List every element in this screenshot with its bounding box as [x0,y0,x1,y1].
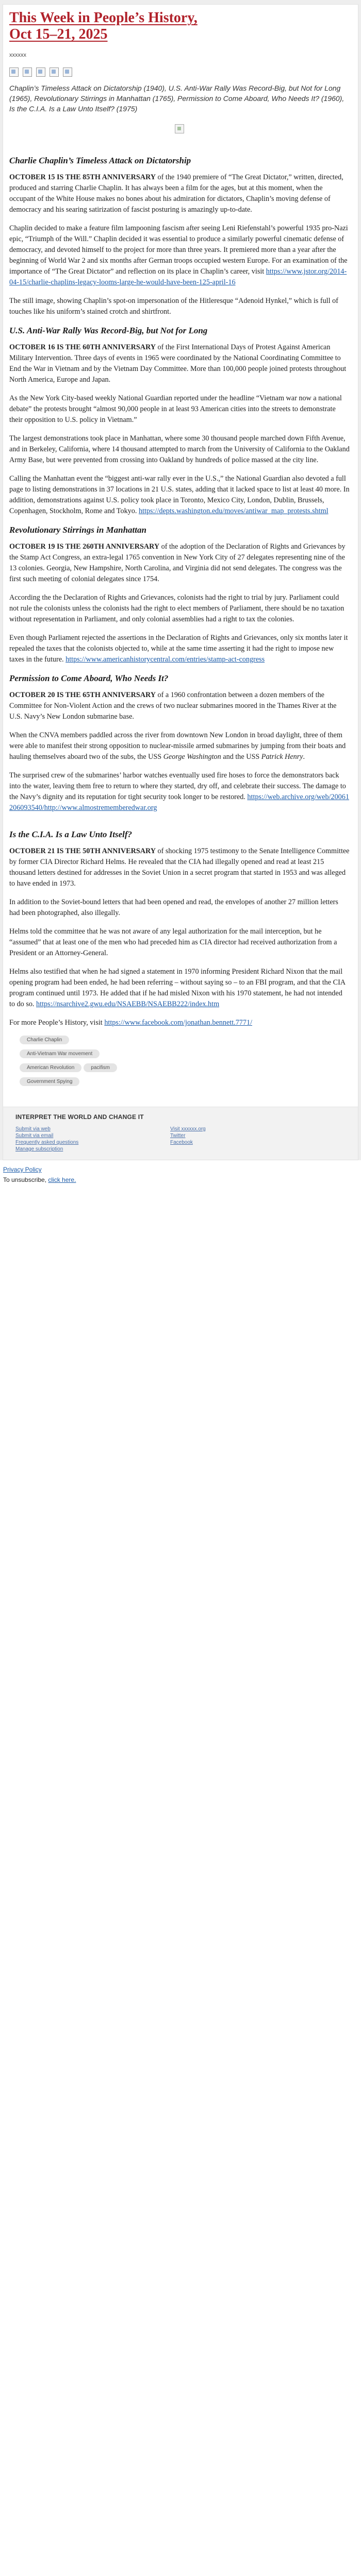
footer [3,1107,358,1160]
more-history [9,1018,350,1028]
tag-anti-vietnam-war[interactable]: Anti-Vietnam War movement [20,1049,100,1058]
story-paragraph: The largest demonstrations took place in Manhattan, where some 30 thousand people marched down Fifth Avenue, and in Berkeley, California, where 14 thousand attempted to march from the University of California to the Oakland Army Base, but were prevented from crossing into Oakland by hundreds of police massed at the city line. [9,434,350,464]
footer-right-column [170,1126,325,1153]
story-cia-mail-opening [9,829,350,1010]
share-icons-row [9,67,350,77]
newsletter-container [3,4,358,1160]
tag-american-revolution[interactable]: American Revolution [20,1063,81,1072]
story-paragraph [9,541,350,585]
anniversary-lead: OCTOBER 19 IS THE 260TH ANNIVERSARY [9,543,160,551]
facebook-icon[interactable] [9,67,19,77]
story-title: Charlie Chaplin’s Timeless Attack on Dictatorship [9,156,191,165]
story-paragraph [9,223,350,288]
story-title: Is the C.I.A. Is a Law Unto Itself? [9,829,133,839]
footer-columns [15,1126,346,1153]
story-paragraph [9,473,350,517]
paragraph-text: Calling the Manhattan event the “biggest anti-war rally ever in the U.S.,” the National Guardian also devoted a full page to listing demonstrations in 37 locations in 21 U.S. states, adding that it lacked space to list at least 40 more. In addition, demonstrations against U.S. policy took place in Toronto, Mexico City, London, Dublin, Brussels, Copenhagen, Stockholm, Rome and Tokyo. [9,474,350,515]
title-line-1[interactable]: This Week in People’s History, [9,10,198,26]
story-paragraph [9,967,350,1010]
issue-summary: Chaplin’s Timeless Attack on Dictatorship (1940), U.S. Anti-War Rally Was Record-Big, but Not for Long (1965), Revolutionary Stirrings in Manhattan (1765), Permission to Come Aboard, Who Needs It? (1960), Is the C.I.A. Is a Law Unto Itself? (1975) [9,84,344,113]
story-paragraph [9,730,350,762]
newsletter-body [3,5,356,1095]
story-paragraph [9,846,350,889]
sender-name: xxxxxx [9,52,26,58]
share-icon[interactable] [63,67,72,77]
anniversary-lead: OCTOBER 15 IS THE 85TH ANNIVERSARY [9,173,156,181]
paragraph-text: Helms also testified that when he had signed a statement in 1970 informing President Richard Nixon that the mail opening program had been ended, he had been referring – without saying so – to an FBI program, and that the CIA program continued until 1973. He added that if he had misled Nixon with his 1970 statement, he had not intended to do so. [9,968,346,1008]
story-paragraph [9,770,350,814]
ship-name: Patrick Henry [261,753,303,761]
anniversary-lead: OCTOBER 20 IS THE 65TH ANNIVERSARY [9,691,156,699]
anniversary-lead: OCTOBER 21 IS THE 50TH ANNIVERSARY [9,847,156,855]
newsletter-title[interactable] [9,10,350,43]
paragraph-text: of a 1960 confrontation between a dozen members of the Committee for Non-Violent Action and the crews of two nuclear submarines moored in the Thames River at the U.S. Navy’s New London submarine base. [9,691,337,721]
print-icon[interactable] [50,67,59,77]
story-paragraph: The still image, showing Chaplin’s spot-on impersonation of the Hitleresque “Adenoid Hynkel,” which is full of touches like his uniform’s stained crotch and shirtfront. [9,297,338,316]
story-paragraph: In addition to the Soviet-bound letters that had been opened and read, the envelopes of another 27 million letters had been photographed, also illegally. [9,898,338,917]
story-stamp-act-congress [9,524,350,665]
email-background [0,0,361,1160]
paragraph-text: Chaplin decided to make a feature film lampooning fascism after seeing Leni Riefenstahl’s powerful 1935 pro-Nazi epic, “Triumph of the Will.” Chaplin decided it was essential to produce a similarly powerful cinematic defense of democracy, and devoted himself to the project for more than three years. It premiered more than a year after the beginning of World War 2 and six months after German troops occupied western Europe. For an examination of the importance of “The Great Dictator” and reflection on its place in Chaplin’s career, visit [9,224,348,276]
bottom-bar [0,1160,361,1192]
email-icon[interactable] [36,67,45,77]
visit-site-link[interactable]: Visit xxxxxx.org [170,1126,206,1132]
story-paragraph [9,172,350,215]
story-link[interactable]: https://www.americanhistorycentral.com/entries/stamp-act-congress [65,655,265,664]
ship-name: George Washington [163,753,221,761]
story-link[interactable]: https://nsarchive2.gwu.edu/NSAEBB/NSAEBB222/index.htm [36,1000,220,1008]
story-anti-war-rally [9,325,350,517]
paragraph-text: of the 1940 premiere of “The Great Dictator,” written, directed, produced and starring Charlie Chaplin. It has always been a film for the ages, but at this moment, when the occupant of the White House makes no bones about his admiration for dictators, Chaplin’s moving defense of democracy and his searing satirization of fascist posturing is amazingly up-to-date. [9,173,343,214]
submit-email-link[interactable]: Submit via email [15,1133,54,1139]
story-submarine-protest [9,673,350,814]
tag-pacifism[interactable]: pacifism [84,1063,117,1072]
paragraph-text: . [303,753,305,761]
story-title: U.S. Anti-War Rally Was Record-Big, but Not for Long [9,326,208,335]
footer-heading: INTERPRET THE WORLD AND CHANGE IT [15,1113,144,1121]
twitter-icon[interactable] [23,67,32,77]
paragraph-text: of the First International Days of Protest Against American Military Intervention. Three days of events in 1965 were coordinated by the National Coordinating Committee to End the War in Vietnam and by the Vietnam Day Committee. More than 100,000 people joined protests throughout North America, Europe and Japan. [9,343,347,384]
story-chaplin [9,155,350,317]
paragraph-text: The surprised crew of the submarines’ harbor watches eventually used fire hoses to force the demonstrators back into the water, leaving them free to return to where they started, dry off, and celebrate their success. The damage to the Navy’s dignity and its reputation for tight security took longer to be restored. [9,771,346,801]
facebook-link[interactable]: Facebook [170,1140,193,1145]
privacy-policy-link[interactable]: Privacy Policy [3,1166,42,1173]
submit-web-link[interactable]: Submit via web [15,1126,51,1132]
story-paragraph [9,342,350,385]
story-paragraph [9,690,350,722]
story-title: Revolutionary Stirrings in Manhattan [9,525,146,535]
tag-list [9,1035,350,1095]
story-paragraph: Helms told the committee that he was not aware of any legal authorization for the mail interception, but he “assumed” that at least one of the men who had preceded him as CIA director had received authorization from a President or an Attorney-General. [9,927,337,957]
title-line-2[interactable]: Oct 15–21, 2025 [9,26,108,42]
paragraph-text: When the CNVA members paddled across the river from downtown New London in broad daylight, three of them were able to manifest their strong opposition to nuclear-missile armed submarines by jumping from their boats and hauling themselves aboard two of the subs, the USS [9,731,346,761]
footer-left-column [15,1126,170,1153]
manage-subscription-link[interactable]: Manage subscription [15,1146,63,1152]
paragraph-text: and the USS [221,753,261,761]
story-link[interactable]: https://web.archive.org/web/20061206093540/http://www.almostrememberedwar.org [9,793,349,812]
unsubscribe-text: To unsubscribe, [3,1176,47,1183]
broken-image-icon [175,124,184,133]
story-title: Permission to Come Aboard, Who Needs It? [9,673,169,683]
story-paragraph: As the New York City-based weekly National Guardian reported under the headline “Vietnam war now a national debate” the protests brought “almost 90,000 people in at least 93 American cities into the streets to demonstrate their opposition to U.S. policy in Vietnam.” [9,394,342,424]
story-link[interactable]: https://depts.washington.edu/moves/antiwar_map_protests.shtml [138,507,329,515]
more-history-text: For more People’s History, visit [9,1019,103,1027]
tag-chaplin[interactable]: Charlie Chaplin [20,1036,69,1044]
twitter-link[interactable]: Twitter [170,1133,186,1139]
unsubscribe-link[interactable]: click here. [48,1176,76,1183]
story-paragraph: According the the Declaration of Rights and Grievances, colonists had the right to trial by jury. Parliament could not rule the colonists unless the colonists had the right to elect members of Parliament, there should be no taxation without representation in Parliament, and only colonial assemblies had a right to tax the colonies. [9,594,344,623]
anniversary-lead: OCTOBER 16 IS THE 60TH ANNIVERSARY [9,343,156,351]
faq-link[interactable]: Frequently asked questions [15,1140,79,1145]
paragraph-text: of shocking 1975 testimony to the Senate Intelligence Committee by former CIA Director Richard Helms. He revealed that the CIA had illegally opened and read at least 215 thousand letters destined for addresses in the Soviet Union in a secret program that started in 1953 and was alleged to have ended in 1973. [9,847,350,888]
story-paragraph [9,633,350,665]
facebook-page-link[interactable]: https://www.facebook.com/jonathan.bennett.7771/ [104,1019,253,1027]
paragraph-text: of the adoption of the Declaration of Rights and Grievances by the Stamp Act Congress, an extra-legal 1765 convention in New York City of 27 delegates representing nine of the 13 colonies. Georgia, New Hampshire, North Carolina, and Virginia did not send delegates. The congress was the first such meeting of colonial delegates since 1754. [9,543,346,583]
tag-government-spying[interactable]: Government Spying [20,1077,79,1086]
story-link[interactable]: https://www.jstor.org/2014-04-15/charlie-chaplins-legacy-looms-large-he-would-have-been-125-april-16 [9,267,347,286]
paragraph-text: Even though Parliament rejected the assertions in the Declaration of Rights and Grievances, only six months later it repealed the taxes that the colonists objected to, while at the same time asserting it had the right to impose new taxes in the future. [9,634,348,664]
